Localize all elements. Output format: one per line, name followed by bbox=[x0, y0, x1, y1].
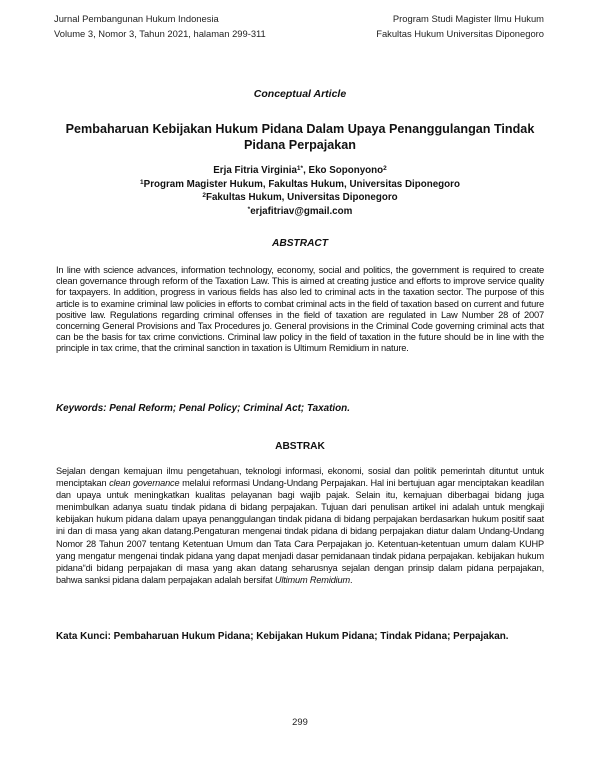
author-1: Erja Fitria Virginia bbox=[213, 165, 297, 176]
author-2: Eko Soponyono bbox=[308, 165, 384, 176]
email-mark: * bbox=[247, 205, 251, 213]
affiliation-1-text: Program Magister Hukum, Fakultas Hukum, Universitas Diponegoro bbox=[143, 178, 460, 190]
affiliation-2-text: Fakultas Hukum, Universitas Diponegoro bbox=[206, 192, 398, 204]
running-header-right bbox=[376, 11, 544, 41]
abstrak-part-2: melalui reformasi Undang-Undang Perpajakan. Hal ini bertujuan agar menciptakan keadilan dan upaya untuk meningkatkan kualitas pelayanan bagi wajib pajak. Selain itu, kemajuan diberbagai bidang juga menimbulkan adanya suatu tindak pidana di bidang perpajakan. Tujuan dari penulisan artikel ini adalah untuk mengkaji kebijakan hukum pidana dalam upaya penanggulangan tindak pidana di bidang perpajakan berdasarkan hukum positif saat ini dan di masa yang akan datang.Pengaturan mengenai tindak pidana di bidang perpajakan diatur dalam Undang-Undang Nomor 28 Tahun 2007 tentang Ketentuan Umum dan Tata Cara Perpajakan jo. Ketentuan-ketentuan umum dalam KUHP yang mengatur mengenai tindak pidana yang dapat menjadi dasar pemidanaan tindak pidana perpajakan. kebijakan hukum pidana“di bidang perpajakan di masa yang akan datang seharusnya sejalan dengan prinsip dalam pidana perpajakan, bahwa sanksi pidana dalam perpajakan adalah bersifat bbox=[56, 478, 544, 585]
affiliation-2-mark: 2 bbox=[202, 192, 206, 200]
abstrak-text bbox=[56, 465, 544, 586]
program-name: Program Studi Magister Ilmu Hukum bbox=[392, 13, 544, 24]
page-number: 299 bbox=[292, 716, 308, 727]
affiliation-1-mark: 1 bbox=[140, 178, 144, 186]
author-line bbox=[0, 164, 600, 178]
keywords-en: Keywords: Penal Reform; Penal Policy; Criminal Act; Taxation. bbox=[56, 403, 350, 414]
abstrak-italic-1: clean governance bbox=[109, 478, 180, 489]
article-type: Conceptual Article bbox=[253, 88, 347, 100]
author-email: erjafitriav@gmail.com bbox=[250, 205, 353, 217]
keywords-id: Kata Kunci: Pembaharuan Hukum Pidana; Kebijakan Hukum Pidana; Tindak Pidana; Perpajakan. bbox=[56, 631, 509, 642]
email-line bbox=[0, 205, 600, 219]
author-separator: , bbox=[303, 165, 309, 176]
author-2-mark: 2 bbox=[383, 165, 387, 172]
abstrak-italic-2: Ultimum Remidium bbox=[274, 574, 351, 585]
author-1-mark: 1* bbox=[296, 165, 304, 172]
abstract-heading: ABSTRACT bbox=[271, 238, 329, 249]
abstrak-part-1: Sejalan dengan kemajuan ilmu pengetahuan, teknologi informasi, ekonomi, sosial dan politik pemerintah dituntut untuk menciptakan bbox=[56, 466, 544, 489]
affiliation-1 bbox=[0, 178, 600, 192]
journal-name: Jurnal Pembangunan Hukum Indonesia bbox=[54, 13, 219, 24]
abstrak-heading: ABSTRAK bbox=[275, 441, 325, 452]
running-header-left bbox=[54, 11, 266, 41]
abstrak-end: . bbox=[350, 574, 353, 585]
affiliation-2 bbox=[0, 191, 600, 205]
abstract-text: In line with science advances, information technology, economy, social and politics, the government is required to create clean governance through reform of the Taxation Law. This is aimed at creating justice and efforts to improve service quality for taxpayers. In addition, progress in various fields has also led to criminal acts in the taxation sector. The purpose of this article is to examine criminal law policies in efforts to combat criminal acts in the field of taxation based on current and future positive law. Regulations regarding criminal offenses in the field of taxation are regulated in Law Number 28 of 2007 concerning General Provisions and Tax Procedures jo. General provisions in the Criminal Code governing criminal acts that can be the basis for tax crime convictions. Criminal law policy in the field of taxation in the future should be in line with the principle in tax crime, that the criminal sanction in taxation is Ultimum Remidium in nature. bbox=[56, 265, 544, 354]
journal-issue: Volume 3, Nomor 3, Tahun 2021, halaman 299-311 bbox=[54, 28, 266, 39]
article-title: Pembaharuan Kebijakan Hukum Pidana Dalam Upaya Penanggulangan Tindak Pidana Perpajakan bbox=[65, 122, 535, 152]
faculty-name: Fakultas Hukum Universitas Diponegoro bbox=[376, 28, 544, 39]
author-block bbox=[0, 164, 600, 218]
